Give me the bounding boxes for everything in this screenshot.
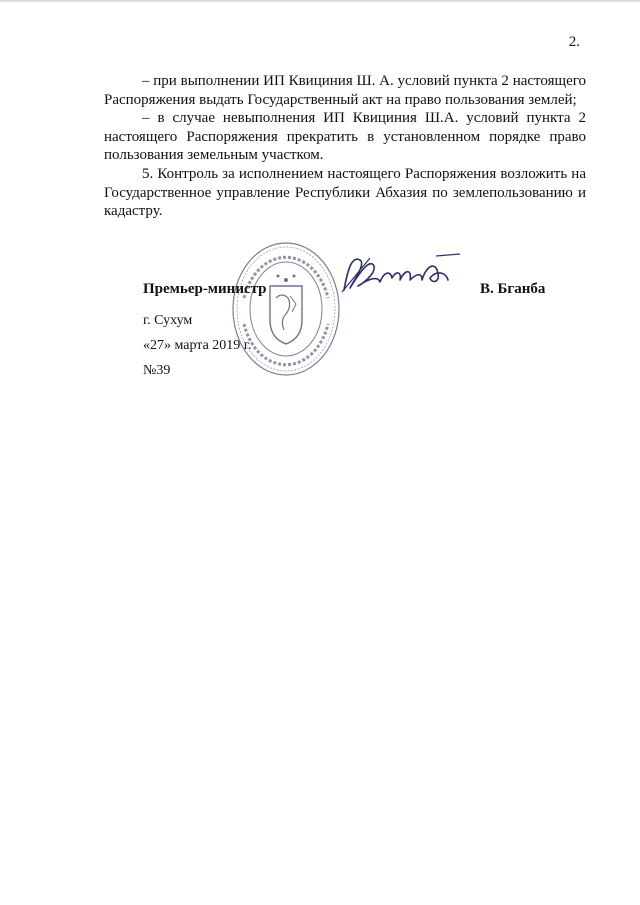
document-body: [104, 72, 586, 221]
official-seal-stamp: [230, 240, 342, 378]
handwritten-signature: [340, 248, 468, 300]
issue-city: г. Сухум: [143, 313, 193, 328]
issue-date: «27» марта 2019 г.: [143, 338, 252, 353]
paragraph-control: 5. Контроль за исполнением настоящего Распоряжения возложить на Государственное управление Республики Абхазия по землепользованию и кадастру.: [104, 165, 586, 220]
signatory-name: В. Бганба: [480, 281, 546, 297]
paragraph-issue-act: – при выполнении ИП Квициния Ш. А. условий пункта 2 настоящего Распоряжения выдать Государственный акт на право пользования землей;: [104, 73, 586, 108]
paragraph-terminate-rights: – в случае невыполнения ИП Квициния Ш.А. условий пункта 2 настоящего Распоряжения прекратить в установленном порядке право пользования земельным участком.: [104, 110, 586, 164]
order-number: №39: [143, 363, 171, 378]
scan-edge: [0, 0, 640, 3]
signatory-title: Премьер-министр: [143, 281, 267, 297]
page-number: 2.: [568, 34, 580, 50]
